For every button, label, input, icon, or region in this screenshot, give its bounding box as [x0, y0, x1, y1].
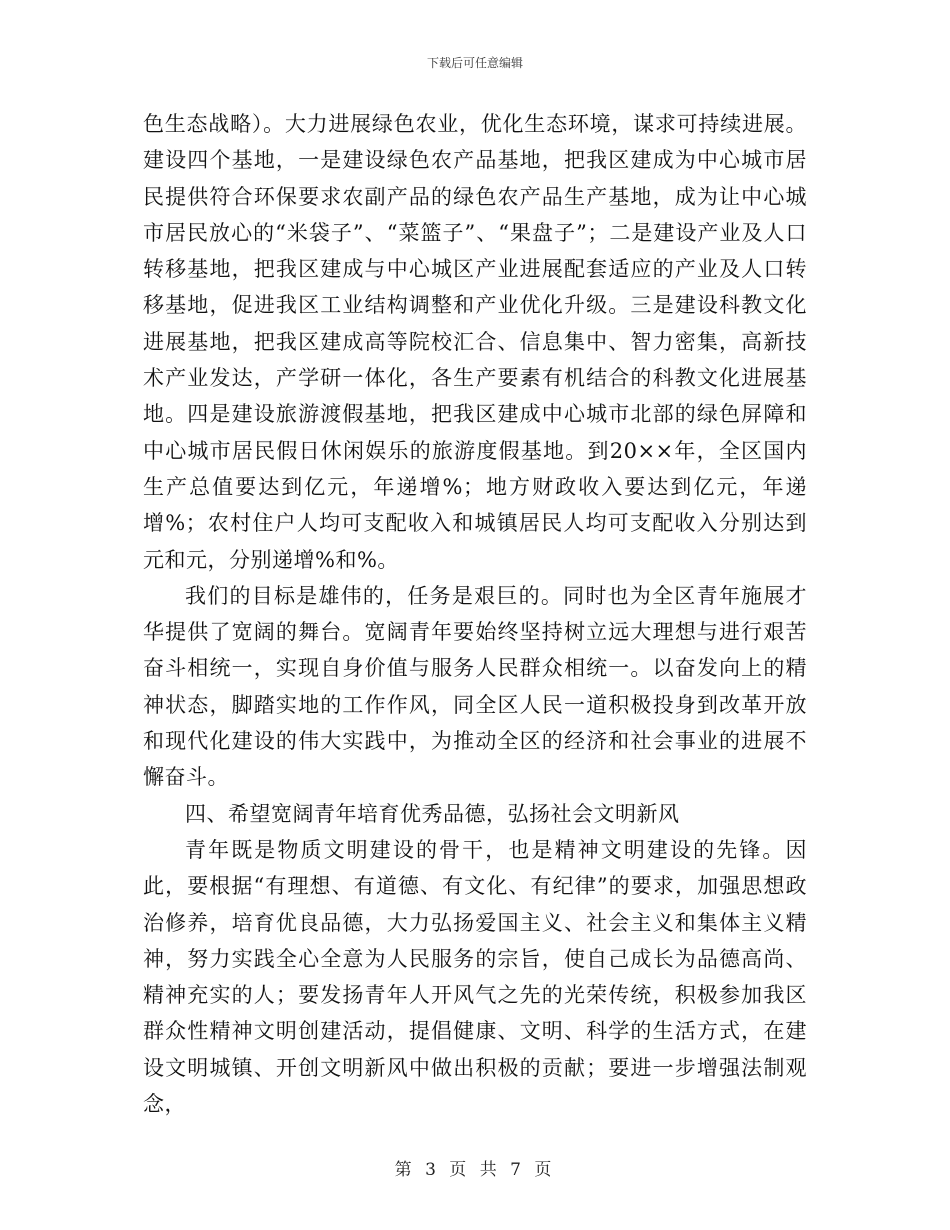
page-header: 下载后可任意编辑 [426, 56, 523, 70]
document-body [143, 106, 807, 1122]
paragraph-continued: 色生态战略）。大力进展绿色农业，优化生态环境，谋求可持续进展。建设四个基地，一是建设绿色农产品基地，把我区建成为中心城市居民提供符合环保要求农副产品的绿色农产品生产基地，成为让中心城市居民放心的“米袋子”、“菜篮子”、“果盘子”；二是建设产业及人口转移基地，把我区建成与中心城区产业进展配套适应的产业及人口转移基地，促进我区工业结构调整和产业优化升级。三是建设科教文化进展基地，把我区建成高等院校汇合、信息集中、智力密集，高新技术产业发达，产学研一体化，各生产要素有机结合的科教文化进展基地。四是建设旅游渡假基地，把我区建成中心城市北部的绿色屏障和中心城市居民假日休闲娱乐的旅游度假基地。到20××年，全区国内生产总值要达到亿元，年递增%；地方财政收入要达到亿元，年递增%；农村住户人均可支配收入和城镇居民人均可支配收入分别达到元和元，分别递增%和%。 [143, 112, 807, 572]
page-number: 第 3 页 共 7 页 [394, 1160, 556, 1180]
paragraph-goals: 我们的目标是雄伟的，任务是艰巨的。同时也为全区青年施展才华提供了宽阔的舞台。宽阔青年要始终坚持树立远大理想与进行艰苦奋斗相统一，实现自身价值与服务人民群众相统一。以奋发向上的精神状态，脚踏实地的工作作风，同全区人民一道积极投身到改革开放和现代化建设的伟大实践中，为推动全区的经济和社会事业的进展不懈奋斗。 [143, 583, 807, 790]
paragraph-morality: 青年既是物质文明建设的骨干，也是精神文明建设的先锋。因此，要根据“有理想、有道德、有文化、有纪律”的要求，加强思想政治修养，培育优良品德，大力弘扬爱国主义、社会主义和集体主义精神，努力实践全心全意为人民服务的宗旨，使自己成长为品德高尚、精神充实的人；要发扬青年人开风气之先的光荣传统，积极参加我区群众性精神文明创建活动，提倡健康、文明、科学的生活方式，在建设文明城镇、开创文明新风中做出积极的贡献；要进一步增强法制观念， [143, 837, 807, 1117]
section-heading: 四、希望宽阔青年培育优秀品德，弘扬社会文明新风 [185, 801, 680, 826]
